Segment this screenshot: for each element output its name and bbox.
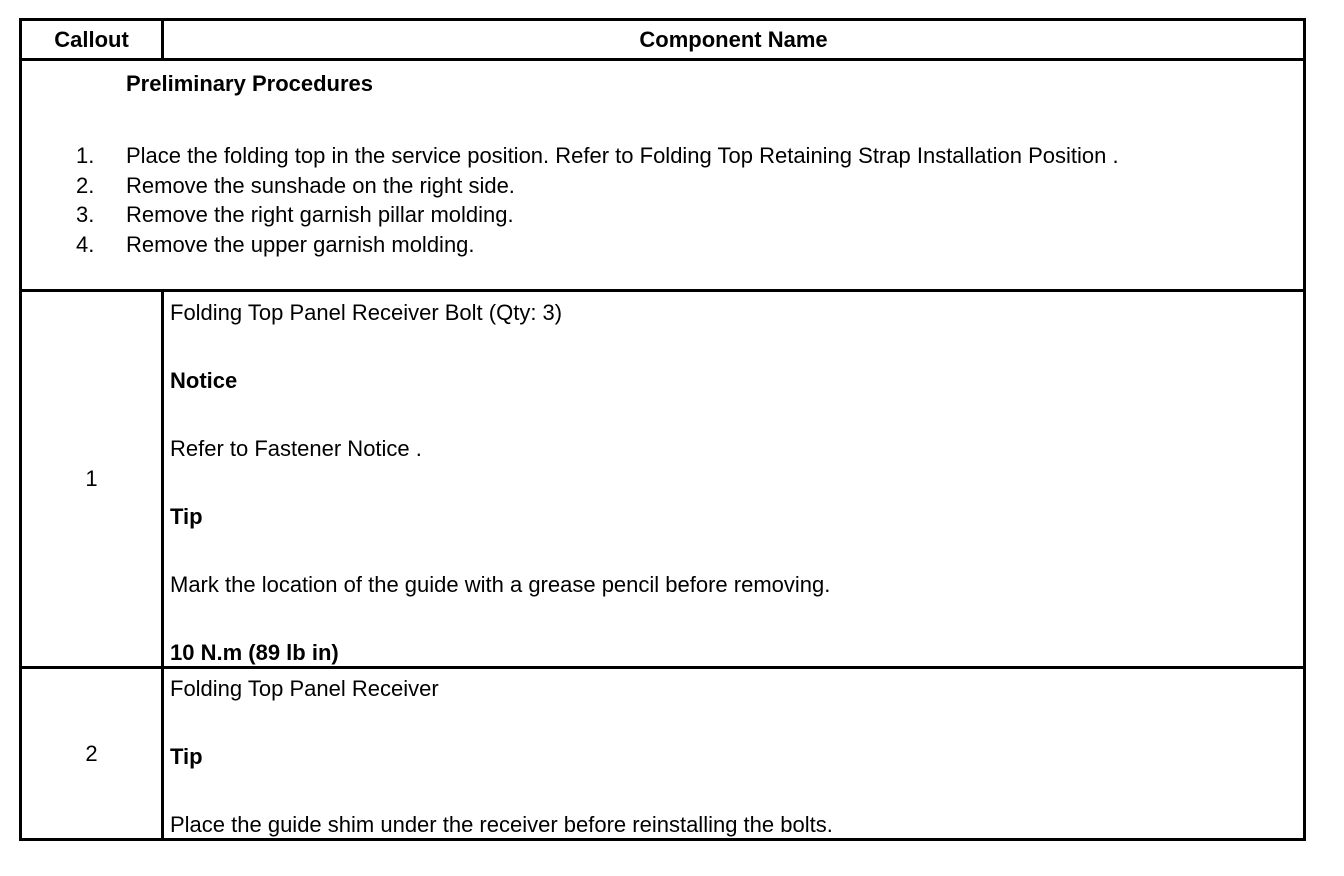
preliminary-steps [22, 141, 1303, 259]
tip-text: Place the guide shim under the receiver before reinstalling the bolts. [170, 812, 833, 837]
component-cell [163, 291, 1305, 668]
preliminary-cell [21, 60, 1305, 291]
step-item [22, 171, 1303, 201]
table-header-row [21, 20, 1305, 60]
header-callout: Callout [21, 20, 163, 60]
step-text: Place the folding top in the service position. Refer to Folding Top Retaining Strap Installation Position . [126, 143, 1119, 168]
tip-label: Tip [170, 744, 203, 769]
procedure-table [19, 18, 1306, 841]
callout-cell: 2 [21, 668, 163, 840]
step-text: Remove the sunshade on the right side. [126, 172, 515, 198]
step-number: 3. [76, 202, 95, 227]
tip-text: Mark the location of the guide with a grease pencil before removing. [170, 572, 831, 597]
tip-label: Tip [170, 504, 203, 529]
component-cell [163, 668, 1305, 840]
table-row [21, 291, 1305, 668]
component-name: Folding Top Panel Receiver Bolt (Qty: 3) [170, 300, 563, 325]
step-item [22, 200, 1303, 230]
step-number: 4. [76, 231, 95, 257]
table-row [21, 668, 1305, 840]
component-name: Folding Top Panel Receiver [170, 676, 439, 701]
step-text: Remove the right garnish pillar molding. [126, 202, 514, 227]
step-item [22, 230, 1303, 260]
notice-text: Refer to Fastener Notice . [170, 436, 422, 461]
notice-label: Notice [170, 368, 238, 393]
preliminary-row [21, 60, 1305, 291]
torque-spec: 10 N.m (89 lb in) [170, 640, 339, 665]
step-number: 1. [76, 143, 95, 168]
callout-cell: 1 [21, 291, 163, 668]
step-number: 2. [76, 172, 95, 198]
step-item [22, 141, 1303, 171]
step-text: Remove the upper garnish molding. [126, 231, 475, 257]
header-component-name: Component Name [163, 20, 1305, 60]
preliminary-title: Preliminary Procedures [126, 71, 374, 96]
